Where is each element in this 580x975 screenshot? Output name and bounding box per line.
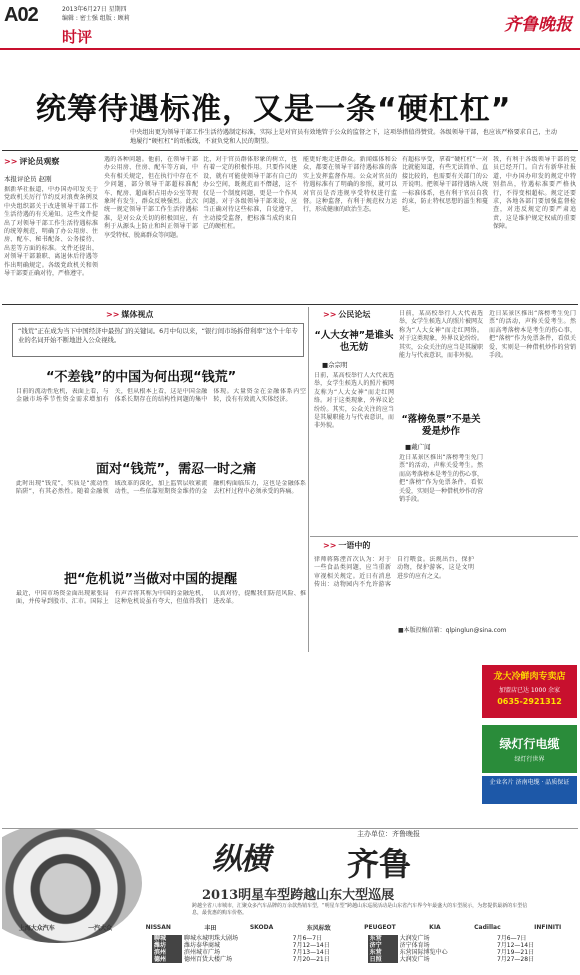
schedule-city: 聊城 (152, 935, 182, 942)
talk-rubric: >> 一语中的 (323, 541, 371, 550)
schedule-row (152, 956, 572, 963)
advert-host: 主办单位：齐鲁晚报 (357, 830, 420, 838)
tour-schedule (152, 935, 572, 963)
brand-logo: INFINITI (534, 923, 562, 931)
schedule-venue: 德州百货大楼广场 (183, 956, 232, 963)
article-column-1: 据新华社报道，中办国办印发关于党政机关厉行节约反对浪费条例及中央组织部关于改进领导干部工作生活待遇的有关通知。这些文件提出了对领导干部工作生活待遇标准的统筹规范，明确了办公用房、住房、配车、秘书配备、公务接待、出差等方面的标准。文件还提出，对领导干部兼职、离退休后待遇等作出明确规定。各级党政机关和领导干部要正确对待，严格遵守。 (4, 186, 98, 278)
advert-description: 跨越全省八市城市，汇聚众多汽车品牌的万余款热销车型，“明星车型”跨越山东巡展活动是山东省汽车界今年最盛大的车型展示，为您提供最新的车型信息，最优惠的购车价格。 (192, 903, 528, 916)
forum-title-1: “人大女神”是谁头也无妨 (314, 330, 394, 353)
schedule-date: 7月27—28日 (496, 956, 535, 963)
editors: 编辑 : 密士强 组版 : 顾莉 (62, 15, 130, 22)
schedule-city: 潍坊 (152, 942, 182, 949)
article-column-3: 比，对于官员群体形象的树立，也有着一定的积极作用。只要作风建设，就有可能使领导干部有自己的办公空间，既规范而不僭越，这不仅是一个制度问题，更是一个作风问题。对于各级领导干部来说，应当正确对待这些标准，自觉遵守，主动接受监督，把标准当成约束自己的硬杠杠。 (203, 156, 297, 231)
schedule-date: 7月6—7日 (496, 935, 527, 942)
forum-byline-1: ■佘宗明 (322, 361, 348, 369)
forum-body-2b: 近日某景区推出“落榜考生免门票”的活动，声称关爱考生。然而高考落榜本是考生的伤心事，把“落榜”作为免票条件，看似关爱，实则是一种借机炒作的营销手段。 (489, 310, 576, 360)
schedule-venue: 东营国际博览中心 (399, 949, 448, 956)
media-body-1: 目前的流动性危机，表面上看，与金融市场季节性资金需求增加有关，但从根本上看，这是中国金融体系长期存在的结构性问题的集中体现。大量资金在金融体系内空转，没有有效流入实体经济。 (16, 388, 306, 404)
forum-byline-2: ■戴广闻 (405, 443, 431, 451)
media-intro: “钱荒”正在成为当下中国经济中最热门的关键词。6月中旬以来，“银行间市场拆借利率”这个十年专业的名词开始不断地进入公众视线。 (18, 327, 298, 344)
media-title-2: 面对“钱荒”，需忍一时之痛 (96, 462, 257, 477)
brand-logo: 丰田 (204, 924, 217, 932)
ad-subtitle: 加盟店已达 1000 余家 (498, 687, 561, 694)
media-title-3: 把“危机说”当做对中国的提醒 (64, 572, 238, 587)
forum-body-1: 日前，某高校举行人大代表选举，女学生候选人的照片被网友称为“人大女神”而走红网络。对于这类现象，外界议论纷纷。其实，公众关注的应当是其履职能力与代表意识，而非外貌。 (314, 372, 394, 430)
schedule-venue: 潍坊泰华商城 (183, 942, 220, 949)
schedule-venue: 大润发广场 (399, 935, 430, 942)
forum-body-2: 近日某景区推出“落榜考生免门票”的活动，声称关爱考生。然而高考落榜本是考生的伤心事，把“落榜”作为免票条件，看似关爱，实则是一种借机炒作的营销手段。 (399, 454, 483, 504)
page-number: A02 (4, 4, 38, 26)
ad-green-cable[interactable] (482, 725, 577, 773)
media-rubric: >> 媒体视点 (106, 310, 154, 319)
byline: 本报评论员 赵刚 (4, 175, 52, 183)
brand-logo: 上海大众汽车 (18, 924, 55, 932)
ad-longda-meat[interactable] (482, 665, 577, 718)
schedule-city: 东营 (368, 949, 398, 956)
schedule-venue: 大润发广场 (399, 956, 430, 963)
forum-rubric: >> 公民论坛 (323, 310, 371, 319)
brand-logo: 东风标致 (306, 924, 331, 932)
schedule-date: 7月12—14日 (292, 942, 330, 949)
ad-subtitle: 绿灯行世界 (514, 756, 545, 763)
divider (310, 536, 578, 537)
schedule-city: 滨州 (152, 949, 182, 956)
forum-body-1b: 日前，某高校举行人大代表选举，女学生候选人的照片被网友称为“人大女神”而走红网络。对于这类现象，外界议论纷纷。其实，公众关注的应当是其履职能力与代表意识，而非外貌。 (399, 310, 483, 360)
ad-phone: 0635-2921312 (497, 697, 562, 706)
media-title-1: “不差钱”的中国为何出现“钱荒” (46, 370, 237, 385)
advert-tour-title: 2013明星车型跨越山东大型巡展 (202, 888, 395, 903)
section-title: 时评 (62, 28, 93, 46)
schedule-city: 东营 (368, 935, 398, 942)
article-column-4: 能更好地走进群众。新闻媒体和公众，都要在领导干部待遇标准的落实上发挥监督作用。公众对官员的待遇标准有了明确的参照，就可以对官员是否违规享受特权进行监督。这种监督，有利于规范权力运行，形成健康的政治生态。 (303, 156, 397, 214)
advert-title-calligraphy: 纵横 (212, 842, 268, 877)
column-rubric: >> 评论员观察 (4, 157, 60, 166)
schedule-date: 7月20—21日 (292, 956, 330, 963)
schedule-venue: 济宁体育场 (399, 942, 430, 949)
divider (2, 150, 578, 151)
brand-logo: KIA (429, 923, 441, 931)
article-column-6: 我，有利于各级领导干部的党员已经开门。自古有新华社报道，中办国办印发的规定中特别指出，待遇标准要严格执行，不得变相超标。规定还要求，各地各部门要加强监督检查，对违反规定的要严肃追责，这是维护规定权威的重要保障。 (493, 156, 576, 231)
schedule-city: 济宁 (368, 942, 398, 949)
schedule-date: 7月19—21日 (496, 949, 535, 956)
main-headline: 统筹待遇标准，又是一条“硬杠杠” (36, 92, 512, 127)
ad-title: 龙大冷鲜肉专卖店 (493, 672, 566, 682)
advert-title: 齐鲁 (347, 845, 412, 883)
divider (2, 304, 578, 305)
newspaper-logo: 齐鲁晚报 (504, 15, 572, 35)
header-rule (0, 48, 580, 50)
media-body-3: 最近，中国市场资金面出现紧张局面，并传导到股市、汇市。国际上有声音将其称为中国的金融危机，这种危机说虽有夸大，但值得我们认真对待，提醒我们防范风险、推进改革。 (16, 590, 306, 606)
brand-logo-strip (2, 919, 578, 935)
schedule-date: 7月13—14日 (292, 949, 330, 956)
column-divider (308, 307, 309, 652)
brand-logo: SKODA (249, 923, 274, 931)
schedule-row (152, 942, 572, 949)
brand-logo: Cadillac (474, 923, 501, 931)
brand-logo: 一汽大众 (88, 924, 113, 932)
ad-business-card[interactable]: 企业名片 济南电缆 · 品质保证 (482, 776, 577, 804)
forum-title-2: “落榜免票”不是关爱是炒作 (401, 414, 481, 437)
lead-paragraph: 中央组出更为领导干部工作生活待遇制定标准，实际上是对官员有效地管于公众的监督之下，这项举措值得赞赏。各级领导干部，也应该严格要求自己，主动地履行“硬杠杠”的纸板线，不衰负党和人民的期望。 (130, 129, 557, 145)
media-body-2: 此时出现“钱荒”，实质是“流动性陷阱”，有其必然性。随着金融领域改革的深化，加上监管层收紧流动性，一些依靠短期资金维持的金融机构面临压力，这也是金融体系去杠杆过程中必须承受的阵痛。 (16, 480, 306, 496)
ad-title: 绿灯行电缆 (499, 737, 560, 751)
schedule-venue: 聊城水城明珠大剧场 (183, 935, 238, 942)
page-meta (62, 5, 130, 23)
article-column-5: 有超标享受，拿着“硬杠杠”一对比就能知道，有些无法简单、直接比较的，也需要有关部门的公开说明。把领导干部待遇纳入统一标准体系，也有利于官员自我约束，防止特权思想的滋生和蔓延。 (402, 156, 488, 214)
schedule-date: 7月12—14日 (496, 942, 535, 949)
schedule-table (152, 935, 572, 963)
schedule-venue: 滨州城市广场 (183, 949, 220, 956)
schedule-date: 7月6—7日 (292, 935, 323, 942)
page-header (0, 0, 580, 48)
talk-body: 律师蒋陈湮首次认为：对于一些食品类问题，应当重新审视相关规定。近日有消息传出：动物园内不允许游客自行喂食。法规出台，保护动物，保护游客，这是文明进步的应有之义。 (314, 556, 474, 589)
brand-logo: NISSAN (145, 923, 171, 931)
schedule-row (152, 949, 572, 956)
schedule-city: 日照 (368, 956, 398, 963)
issue-date: 2013年6月27日 星期四 (62, 6, 127, 13)
article-column-2: 遇的各种问题。他前，在领导干部办公用房、住房、配车等方面，中央有相关规定，但在执行中存在不少问题，部分领导干部超标准配车、配房、超面积占用办公室等现象时有发生，群众反映强烈。此次统一规定领导干部工作生活待遇标准，是对公众关切的积极回应，有利于从源头上防止和纠正领导干部享受特权、脱离群众等问题。 (104, 156, 198, 239)
schedule-city: 德州 (152, 956, 182, 963)
brand-logo: PEUGEOT (364, 923, 396, 931)
car-tour-advert[interactable] (2, 828, 578, 973)
schedule-row (152, 935, 572, 942)
contribution-email: ■本版投稿信箱：qlpinglun@sina.com (398, 627, 507, 634)
